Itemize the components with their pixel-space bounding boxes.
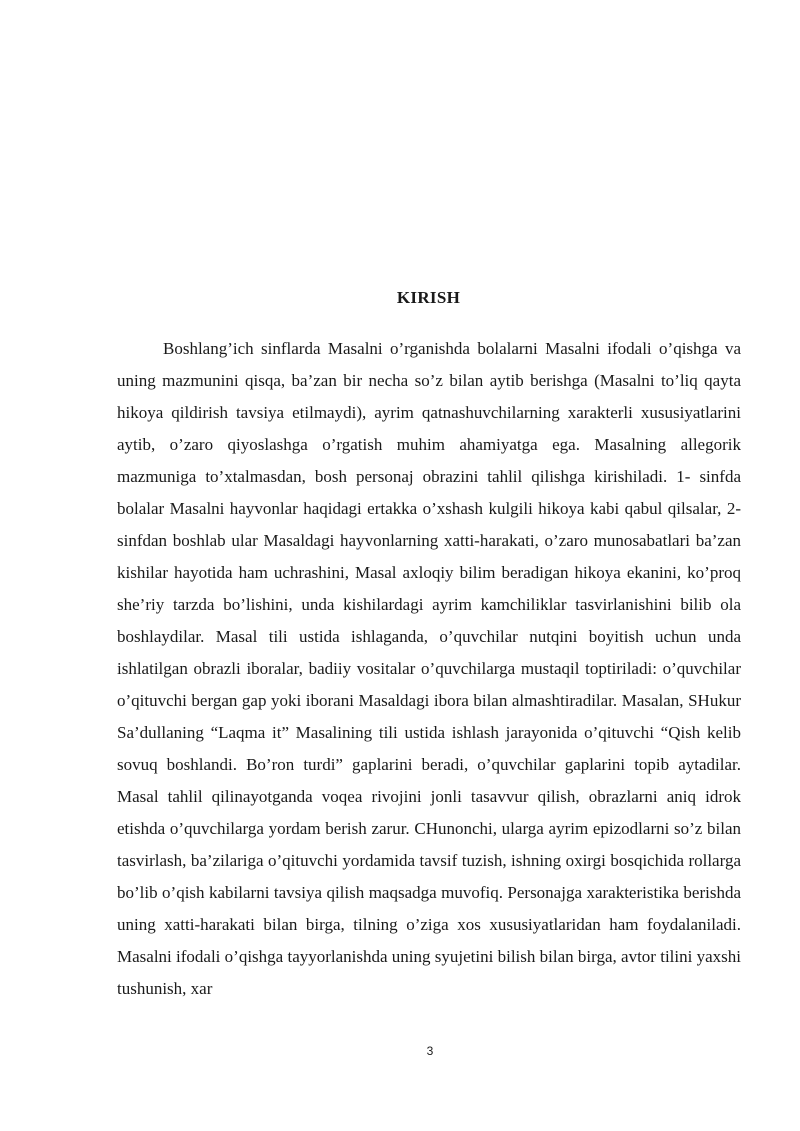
section-heading: KIRISH [396,288,461,307]
body-paragraph: Boshlang’ich sinflarda Masalni o’rganishda bolalarni Masalni ifodali o’qishga va uning mazmunini qisqa, ba’zan bir necha so’z bilan aytib berishga (Masalni to’liq qayta hikoya qildirish tavsiya etilmaydi), ayrim qatnashuvchilarning xarakterli xususiyatlarini aytib, o’zaro qiyoslashga o’rgatish muhim ahamiyatga ega. Masalning allegorik mazmuniga to’xtalmasdan, bosh personaj obrazini tahlil qilishga kirishiladi. 1- sinfda bolalar Masalni hayvonlar haqidagi ertakka o’xshash kulgili hikoya kabi qabul qilsalar, 2- sinfdan boshlab ular Masaldagi hayvonlarning xatti-harakati, o’zaro munosabatlari ba’zan kishilar hayotida ham uchrashini, Masal axloqiy bilim beradigan hikoya ekanini, ko’proq she’riy tarzda bo’lishini, unda kishilardagi ayrim kamchiliklar tasvirlanishini bilib ola boshlaydilar. Masal tili ustida ishlaganda, o’quvchilar nutqini boyitish uchun unda ishlatilgan obrazli iboralar, badiiy vositalar o’quvchilarga mustaqil toptiriladi: o’quvchilar o’qituvchi bergan gap yoki iborani Masaldagi ibora bilan almashtiradilar. Masalan, SHukur Sa’dullaning “Laqma it” Masalining tili ustida ishlash jarayonida o’qituvchi “Qish kelib sovuq boshlandi. Bo’ron turdi” gaplarini beradi, o’quvchilar gaplarini topib aytadilar. Masal tahlil qilinayotganda voqea rivojini jonli tasavvur qilish, obrazlarni aniq idrok etishda o’quvchilarga yordam berish zarur. CHunonchi, ularga ayrim epizodlarni so’z bilan tasvirlash, ba’zilariga o’qituvchi yordamida tavsif tuzish, ishning oxirgi bosqichida rollarga bo’lib o’qish kabilarni tavsiya qilish maqsadga muvofiq. Personajga xarakteristika berishda uning xatti-harakati bilan birga, tilning o’ziga xos xususiyatlaridan ham foydalaniladi. Masalni ifodali o’qishga tayyorlanishda uning syujetini bilish bilan birga, avtor tilini yaxshi tushunish, xar [117,339,741,998]
page-number: 3 [426,1044,434,1058]
